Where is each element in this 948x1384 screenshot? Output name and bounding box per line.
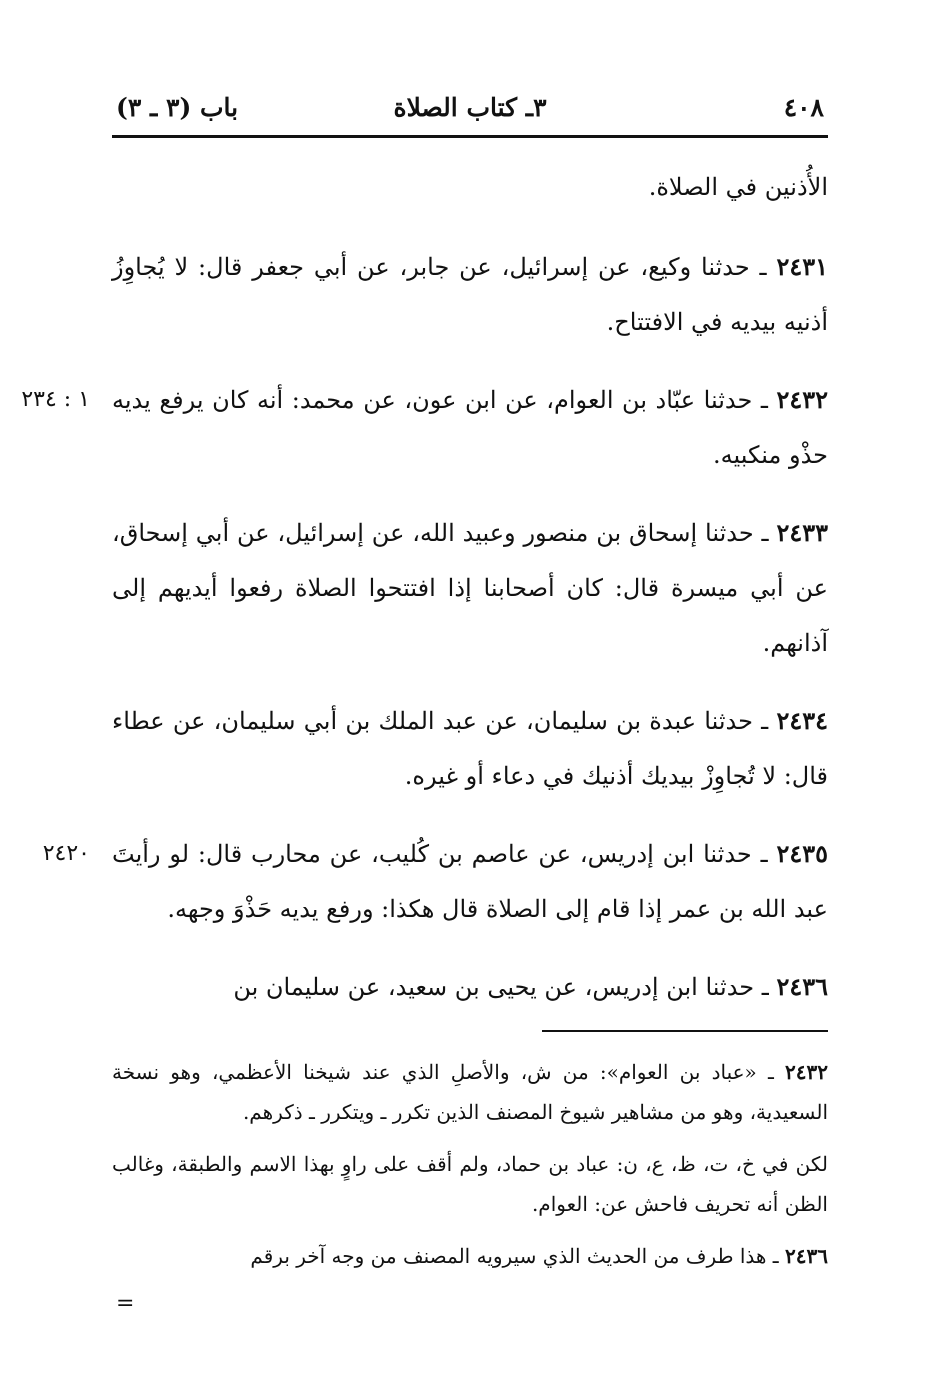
header-divider <box>112 135 828 138</box>
hadith-number: ٢٤٣٣ <box>776 518 828 547</box>
running-header <box>112 88 828 132</box>
hadith-number: ٢٤٣٦ <box>776 972 828 1001</box>
footnote-continuation-mark: = <box>116 1291 135 1316</box>
footnote-text: ـ «عباد بن العوام»: من ش، والأصلِ الذي عند شيخنا الأعظمي، وهو نسخة السعيدية، وهو من مشاهير شيوخ المصنف الذين تكرر ـ ويتكرر ـ ذكرهم. <box>112 1060 828 1124</box>
margin-reference: ٢٤٢٠ <box>42 841 90 866</box>
hadith-paragraph <box>21 372 828 483</box>
header-chapter: باب (٣ ـ ٣) <box>116 93 239 122</box>
footnote <box>112 1236 828 1276</box>
footnote-text: ـ هذا طرف من الحديث الذي سيرويه المصنف من وجه آخر برقم <box>250 1244 786 1268</box>
footnote <box>112 1052 828 1132</box>
footnote <box>112 1144 828 1224</box>
intro-paragraph: الأُذنين في الصلاة. <box>648 173 828 201</box>
footnote-number: ٢٤٣٦ <box>785 1244 828 1268</box>
hadith-text: ـ حدثنا وكيع، عن إسرائيل، عن جابر، عن أبي جعفر قال: لا يُجاوِزُ أذنيه بيديه في الافتتاح. <box>112 253 828 336</box>
hadith-number: ٢٤٣٥ <box>776 839 828 868</box>
hadith-paragraph <box>112 505 828 671</box>
hadith-number: ٢٤٣٤ <box>776 706 828 735</box>
margin-reference: ١ : ٢٣٤ <box>21 387 90 412</box>
hadith-text: ـ حدثنا ابن إدريس، عن يحيى بن سعيد، عن سليمان بن <box>233 973 777 1001</box>
footnote-divider <box>542 1030 828 1032</box>
footnotes-section <box>112 1052 828 1288</box>
hadith-paragraph <box>112 693 828 804</box>
hadith-paragraph <box>112 239 828 350</box>
hadith-text: ـ حدثنا عبدة بن سليمان، عن عبد الملك بن أبي سليمان، عن عطاء قال: لا تُجاوِزْ بيديك أذنيك في دعاء أو غيره. <box>112 707 828 790</box>
hadith-number: ٢٤٣٢ <box>776 385 828 414</box>
header-page-number: ٤٠٨ <box>783 93 824 122</box>
footnote-text: لكن في خ، ت، ظ، ع، ن: عباد بن حماد، ولم أقف على راوٍ بهذا الاسم والطبقة، وغالب الظن أنه تحريف فاحش عن: العوام. <box>112 1152 828 1216</box>
main-text <box>21 160 829 1037</box>
hadith-paragraph <box>42 826 828 937</box>
hadith-number: ٢٤٣١ <box>776 252 829 281</box>
hadith-paragraph <box>112 959 828 1015</box>
footnote-number: ٢٤٣٢ <box>785 1060 828 1084</box>
hadith-text: ـ حدثنا ابن إدريس، عن عاصم بن كُليب، عن محارب قال: لو رأيتَ عبد الله بن عمر إذا قام إلى الصلاة قال هكذا: ورفع يديه حَذْوَ وجهه. <box>112 840 828 923</box>
header-book-title: ٣ـ كتاب الصلاة <box>393 93 547 122</box>
hadith-text: ـ حدثنا إسحاق بن منصور وعبيد الله، عن إسرائيل، عن أبي إسحاق، عن أبي ميسرة قال: كان أصحابنا إذا افتتحوا الصلاة رفعوا أيديهم إلى آذانهم. <box>112 519 828 657</box>
hadith-text: ـ حدثنا عبّاد بن العوام، عن ابن عون، عن محمد: أنه كان يرفع يديه حذْو منكبيه. <box>112 386 828 469</box>
